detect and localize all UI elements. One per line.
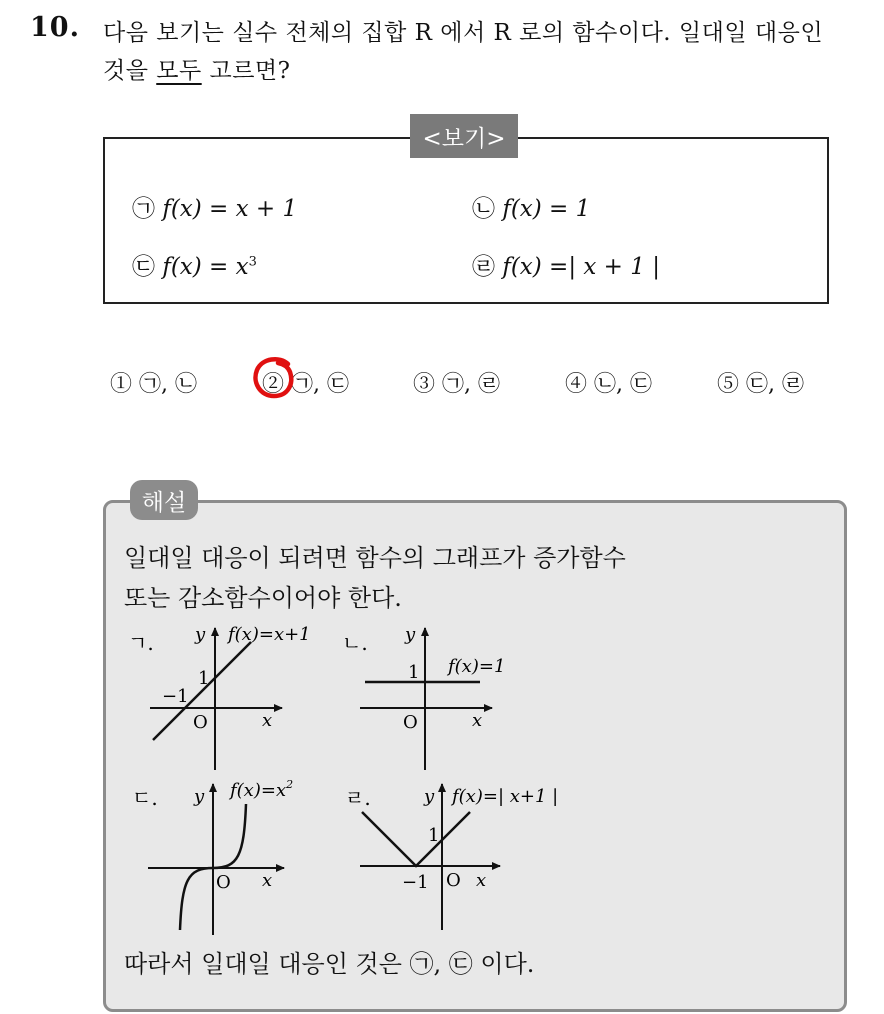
option-text: ㉠, ㉢ (291, 372, 350, 397)
graph-g3 (132, 778, 293, 935)
graph-label: ㄷ. (132, 786, 158, 810)
option-text: ㉢, ㉣ (746, 372, 805, 397)
option-number: ④ (565, 372, 588, 397)
bogi-title: <보기> (410, 114, 518, 158)
question-emphasis: 모두 (156, 58, 202, 84)
bogi-sup: 3 (248, 254, 257, 270)
bogi-marker: ㉡ (472, 196, 495, 222)
explanation-line-1: 일대일 대응이 되려면 함수의 그래프가 증가함수 (124, 544, 626, 572)
graph-g4 (345, 784, 558, 930)
x-label: x (476, 870, 487, 891)
graph-g1 (128, 624, 311, 770)
func-label: f(x)=1 (448, 656, 506, 677)
func-text: f(x)=x (230, 780, 287, 801)
x-label: x (262, 870, 273, 891)
question-line-2-post: 고르면? (201, 58, 291, 84)
graph-g2 (342, 624, 505, 770)
origin-label: O (216, 872, 231, 893)
explanation-tab: 해설 (130, 480, 198, 520)
option-number: ③ (413, 372, 436, 397)
bogi-expr: f(x) = x (162, 254, 249, 280)
option-number: ⑤ (717, 372, 740, 397)
origin-label: O (446, 870, 461, 891)
bogi-marker: ㉠ (132, 196, 155, 222)
x-label: x (262, 710, 273, 731)
func-label (228, 778, 293, 801)
graph-label: ㄱ. (128, 631, 154, 655)
bogi-marker: ㉣ (472, 254, 495, 280)
option-number: ② (262, 372, 285, 397)
x-label: x (472, 710, 483, 731)
y-label: y (195, 624, 206, 645)
question-line-1: 다음 보기는 실수 전체의 집합 R 에서 R 로의 함수이다. 일대일 대응인 (103, 20, 824, 46)
func-label: f(x)=x+1 (228, 624, 311, 645)
tick-label: −1 (402, 872, 429, 893)
bogi-expr: f(x) = 1 (502, 196, 591, 222)
tick-label: 1 (408, 662, 420, 683)
tick-label: −1 (162, 686, 189, 707)
y-label: y (405, 624, 416, 645)
y-label: y (424, 786, 435, 807)
func-sup: 2 (286, 778, 294, 791)
option-text: ㉡, ㉢ (594, 372, 653, 397)
question-number: 10. (30, 12, 80, 43)
bogi-marker: ㉢ (132, 254, 155, 280)
graph-label: ㄹ. (345, 786, 371, 810)
option-text: ㉠, ㉡ (139, 372, 198, 397)
bogi-expr: f(x) =| x + 1 | (502, 254, 660, 280)
tick-label: 1 (428, 825, 440, 846)
func-label: f(x)=| x+1 | (452, 786, 559, 807)
origin-label: O (193, 712, 208, 733)
option-text: ㉠, ㉣ (442, 372, 501, 397)
explanation-line-2: 또는 감소함수이어야 한다. (124, 584, 402, 612)
explanation-conclusion: 따라서 일대일 대응인 것은 ㉠, ㉢ 이다. (124, 950, 535, 978)
y-label: y (194, 786, 205, 807)
bogi-expr: f(x) = x + 1 (162, 196, 298, 222)
tick-label: 1 (198, 668, 210, 689)
origin-label: O (403, 712, 418, 733)
option-number: ① (110, 372, 133, 397)
graph-label: ㄴ. (342, 631, 368, 655)
question-line-2-pre: 것을 (103, 58, 157, 84)
graph-line (362, 812, 470, 866)
